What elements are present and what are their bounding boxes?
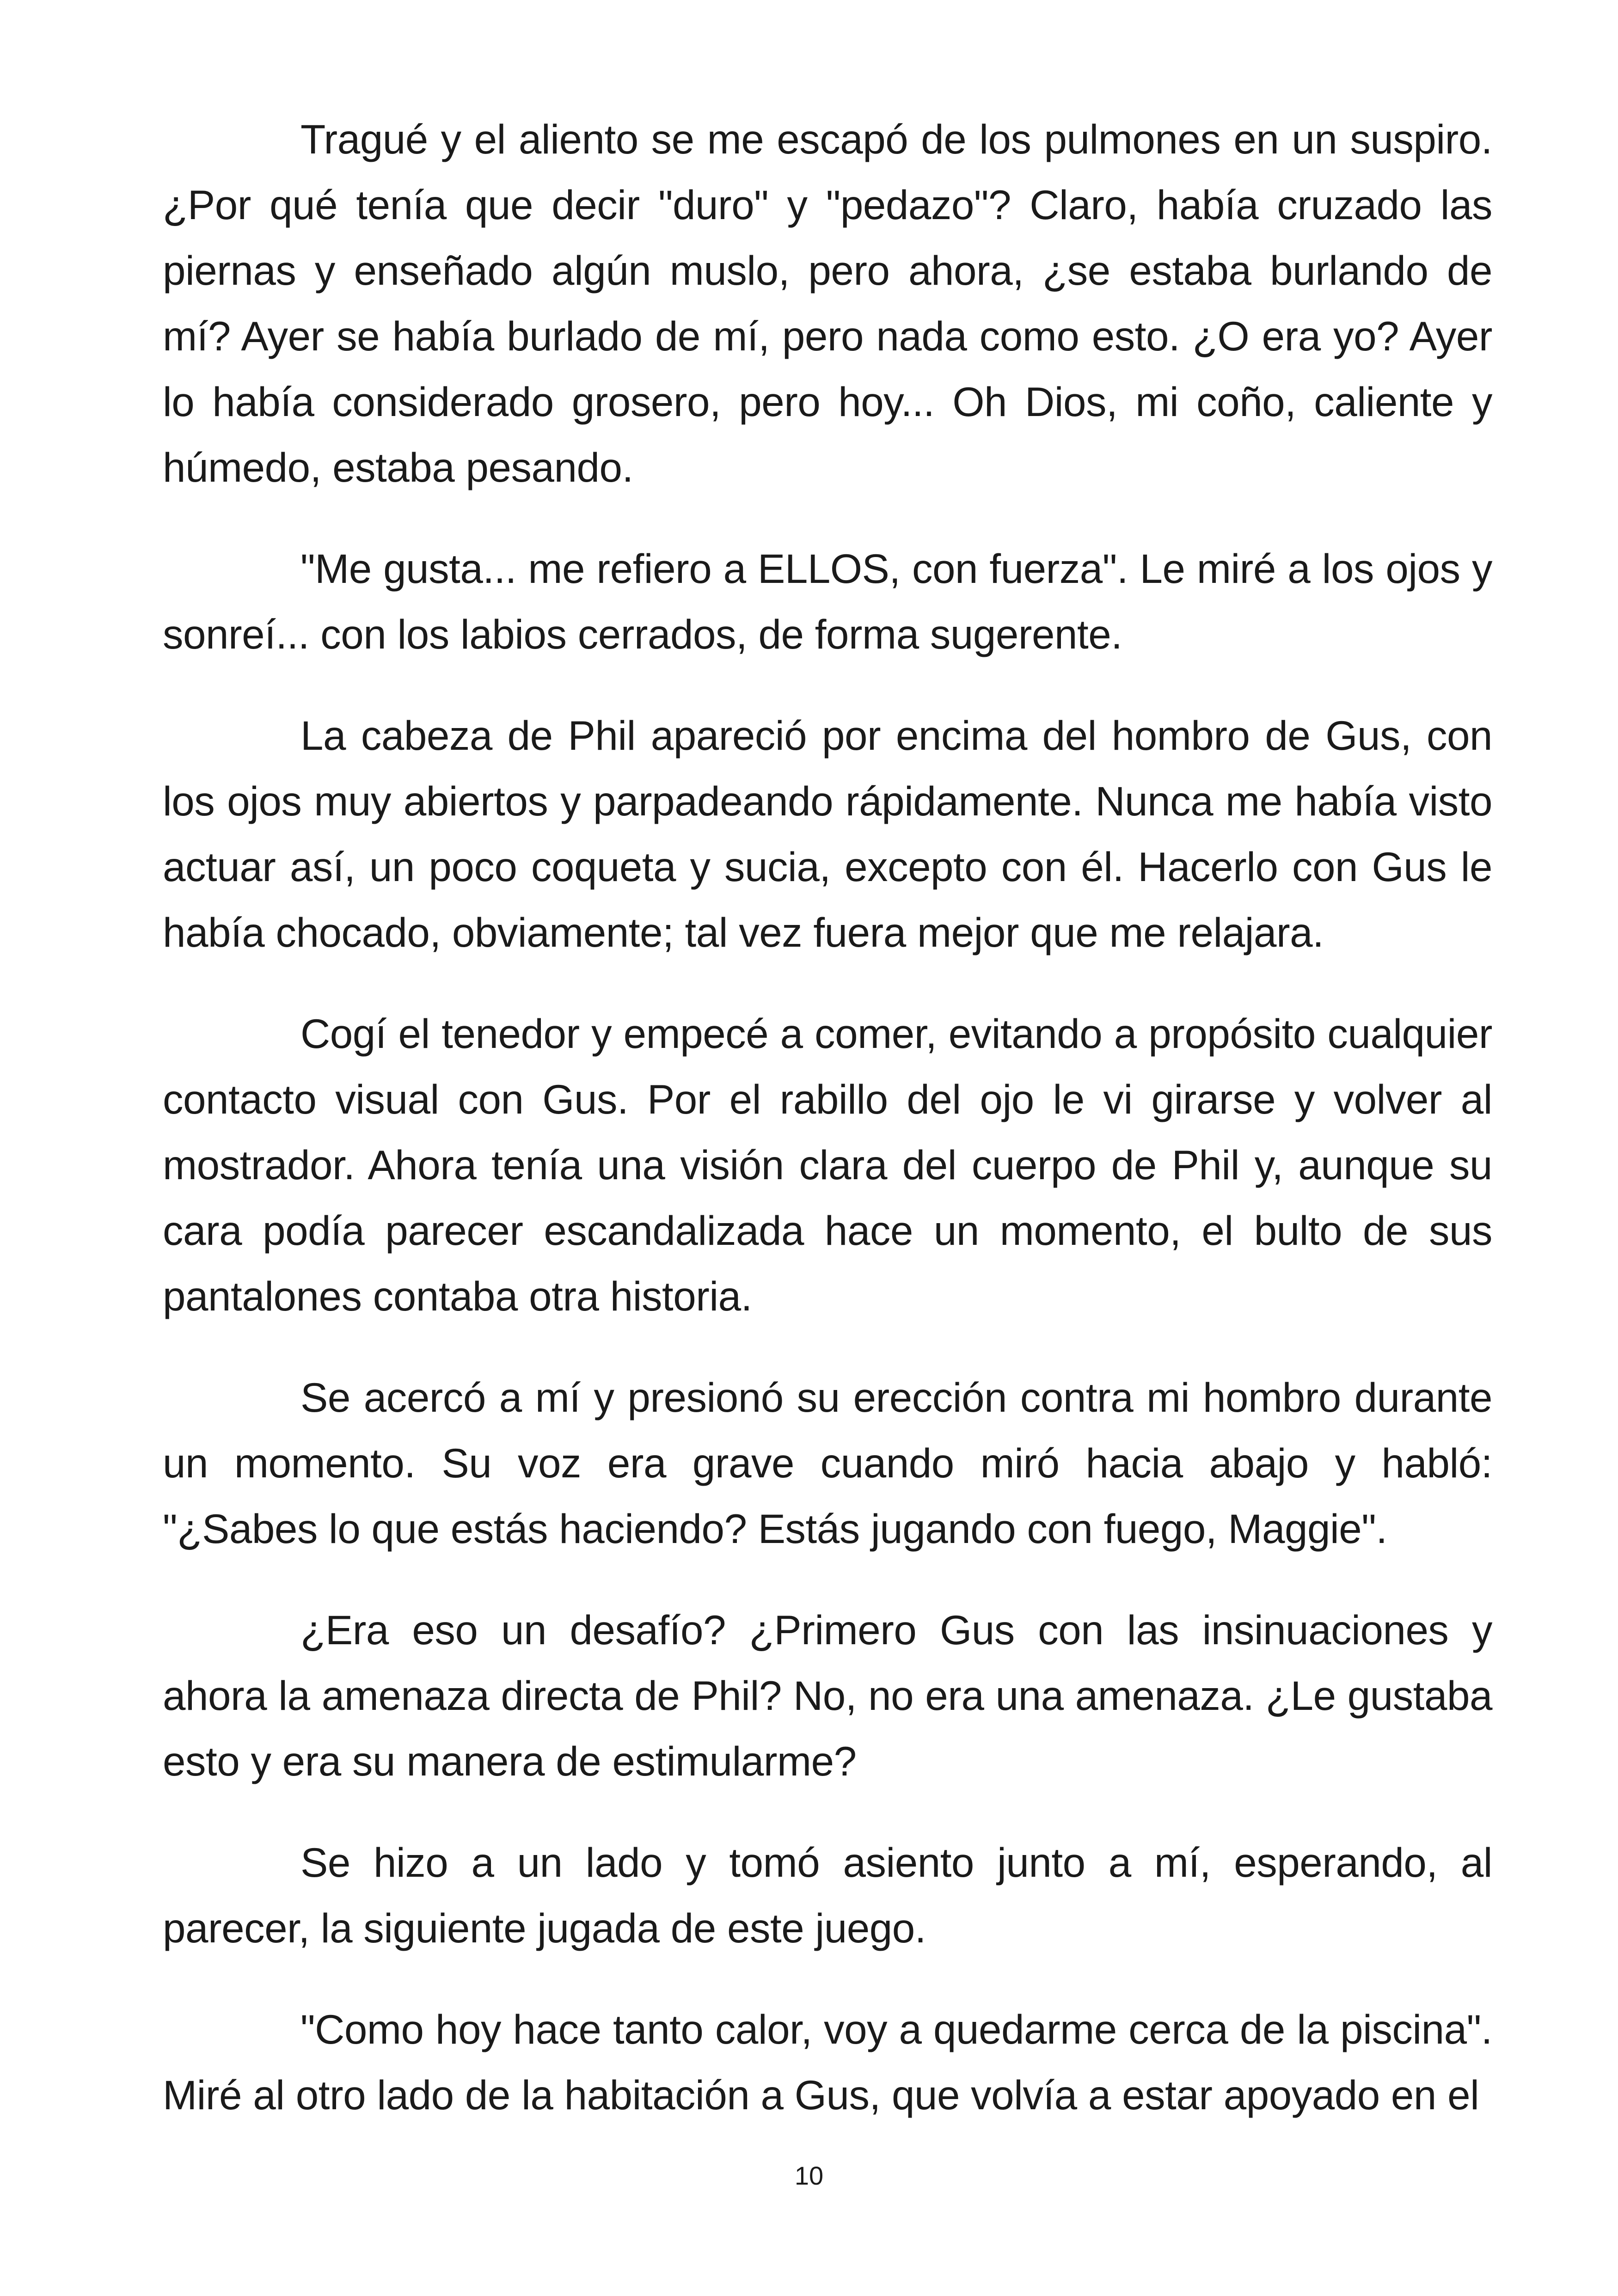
- paragraph-4: Cogí el tenedor y empecé a comer, evitando a propósito cualquier contacto visual con Gus. Por el rabillo del ojo le vi girarse y volver al mostrador. Ahora tenía una visión clara del cuerpo de Phil y, aunque su cara podía parecer escandalizada hace un momento, el bulto de sus pantalones contaba otra historia.: [163, 1010, 1492, 1319]
- paragraph-8: "Como hoy hace tanto calor, voy a quedarme cerca de la piscina". Miré al otro lado de la habitación a Gus, que volvía a estar apoyado en el: [163, 2006, 1492, 2118]
- paragraph-3: La cabeza de Phil apareció por encima del hombro de Gus, con los ojos muy abiertos y parpadeando rápidamente. Nunca me había visto actuar así, un poco coqueta y sucia, excepto con él. Hacerlo con Gus le había chocado, obviamente; tal vez fuera mejor que me relajara.: [163, 712, 1492, 955]
- paragraph-2: "Me gusta... me refiero a ELLOS, con fuerza". Le miré a los ojos y sonreí... con los labios cerrados, de forma sugerente.: [163, 545, 1492, 657]
- page-body: [163, 106, 1492, 2128]
- paragraph-6: ¿Era eso un desafío? ¿Primero Gus con las insinuaciones y ahora la amenaza directa de Phil? No, no era una amenaza. ¿Le gustaba esto y era su manera de estimularme?: [163, 1607, 1492, 1784]
- paragraph-5: Se acercó a mí y presionó su erección contra mi hombro durante un momento. Su voz era grave cuando miró hacia abajo y habló: "¿Sabes lo que estás haciendo? Estás jugando con fuego, Maggie".: [163, 1374, 1492, 1552]
- page-number: 10: [794, 2161, 824, 2190]
- paragraph-1: Tragué y el aliento se me escapó de los pulmones en un suspiro. ¿Por qué tenía que decir "duro" y "pedazo"? Claro, había cruzado las piernas y enseñado algún muslo, pero ahora, ¿se estaba burlando de mí? Ayer se había burlado de mí, pero nada como esto. ¿O era yo? Ayer lo había considerado grosero, pero hoy... Oh Dios, mi coño, caliente y húmedo, estaba pesando.: [163, 116, 1492, 490]
- paragraph-7: Se hizo a un lado y tomó asiento junto a mí, esperando, al parecer, la siguiente jugada de este juego.: [163, 1839, 1492, 1951]
